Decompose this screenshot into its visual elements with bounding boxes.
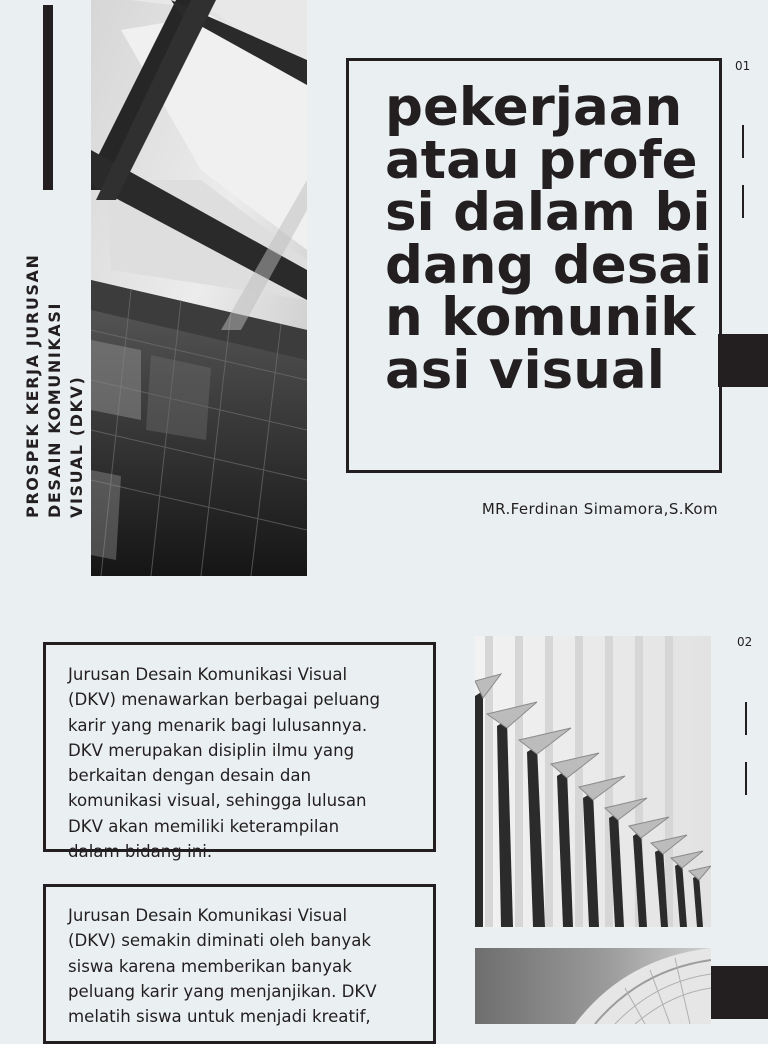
author-name: MR.Ferdinan Simamora,S.Kom	[481, 500, 718, 518]
paragraph-1: Jurusan Desain Komunikasi Visual (DKV) menawarkan berbagai peluang karir yang menarik bagi lulusannya. DKV merupakan disiplin ilmu yang berkaitan dengan desain dan komunikasi visual, sehingga lulusan DKV akan memiliki keterampilan dalam bidang ini.	[68, 665, 381, 862]
skylight-photo	[91, 0, 307, 576]
vertical-title: PROSPEK KERJA JURUSAN DESAIN KOMUNIKASI VISUAL (DKV)	[23, 253, 86, 518]
page-number: 01	[735, 59, 751, 73]
paragraph-2: Jurusan Desain Komunikasi Visual (DKV) semakin diminati oleh banyak siswa karena memberikan banyak peluang karir yang menjanjikan. DKV melatih siswa untuk menjadi kreatif,	[68, 906, 377, 1027]
divider-tick	[745, 702, 747, 735]
accent-block	[711, 966, 768, 1019]
facade-fins-photo	[475, 636, 711, 927]
divider-tick	[745, 762, 747, 795]
divider-tick	[742, 185, 744, 218]
curved-building-photo	[475, 948, 711, 1024]
accent-bar-vertical	[43, 5, 53, 190]
main-title: pekerjaan atau profesi dalam bidang desain komunikasi visual	[385, 77, 713, 401]
divider-tick	[742, 125, 744, 158]
accent-block	[718, 334, 768, 387]
page-number-2: 02	[737, 635, 753, 649]
